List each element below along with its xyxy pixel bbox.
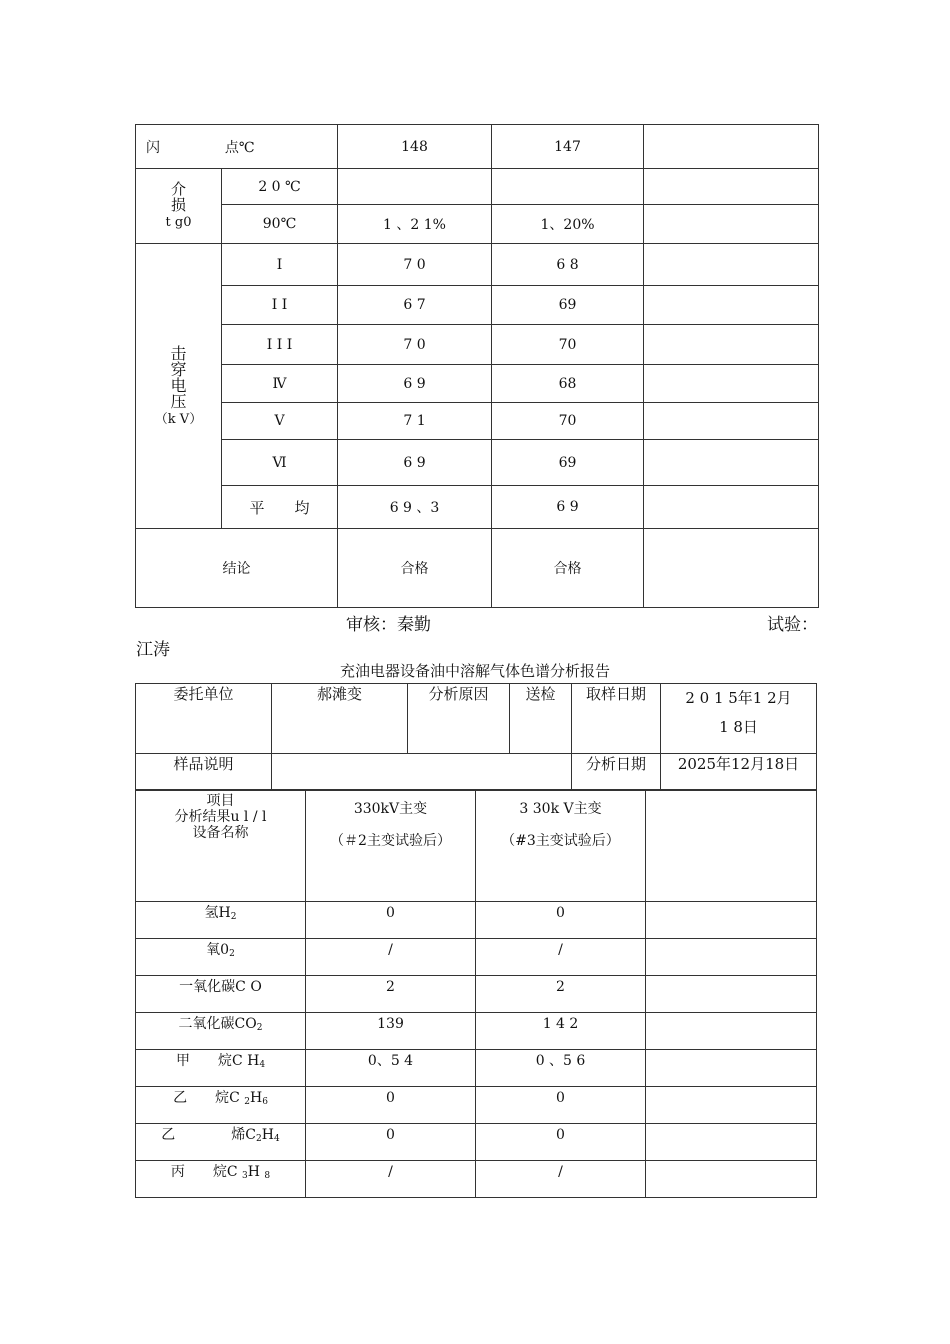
tan-delta-label-3: t g0 <box>165 214 192 230</box>
breakdown-label-1: 击 <box>170 343 187 363</box>
breakdown-label-2: 穿 <box>170 359 187 379</box>
breakdown-index: I I I <box>222 325 338 365</box>
breakdown-v3 <box>644 325 819 365</box>
gas-v2: 0 <box>476 1087 646 1124</box>
gas-name: 氢$H_2$ <box>136 902 306 939</box>
breakdown-v2: 69 <box>492 440 644 486</box>
breakdown-v1: 7 0 <box>338 244 492 286</box>
breakdown-v1: 7 0 <box>338 325 492 365</box>
reviewer-signature: 审核：秦勤 <box>346 615 431 635</box>
breakdown-v3 <box>644 286 819 325</box>
gas-name: 二氧化碳$CO_2$ <box>136 1013 306 1050</box>
gas-name: 乙 烯$C_2H_4$ <box>136 1124 306 1161</box>
breakdown-average-label: 平 均 <box>222 486 338 529</box>
device-3-header <box>646 791 817 902</box>
gas-v1: 2 <box>306 976 476 1013</box>
tan-delta-v1: 1 、2 1% <box>338 205 492 244</box>
gas-v2: / <box>476 1161 646 1198</box>
gas-v1: 0 <box>306 1124 476 1161</box>
flash-point-v1: 148 <box>338 125 492 169</box>
gas-v1: / <box>306 939 476 976</box>
report-header-table <box>135 683 817 790</box>
breakdown-v3 <box>644 244 819 286</box>
conclusion-label: 结论 <box>136 529 338 608</box>
breakdown-v2: 70 <box>492 403 644 440</box>
corner-result-unit: 分析结果u l / l <box>174 809 267 826</box>
gas-v2: / <box>476 939 646 976</box>
gas-name: 乙 烷C $_2H_6$ <box>136 1087 306 1124</box>
gas-v3 <box>646 1161 817 1198</box>
breakdown-v1: 6 9 <box>338 365 492 403</box>
corner-item: 项目 <box>206 793 235 809</box>
breakdown-average-v1: 6 9 、3 <box>338 486 492 529</box>
analysis-date-value: 2025年12月18日 <box>661 754 817 790</box>
breakdown-average-v2: 6 9 <box>492 486 644 529</box>
breakdown-index: Ⅴ <box>222 403 338 440</box>
gas-v3 <box>646 902 817 939</box>
reason-value: 送检 <box>510 684 572 754</box>
gas-v2: 2 <box>476 976 646 1013</box>
device-1-note: （＃2主变试验后） <box>330 833 451 850</box>
gas-v1: 0 <box>306 1087 476 1124</box>
sample-date-line-2: 1 8日 <box>719 717 758 736</box>
device-1-name: 330kV主变 <box>353 801 428 817</box>
tan-delta-v2 <box>492 169 644 205</box>
breakdown-index: Ⅵ <box>222 440 338 486</box>
tan-delta-v2: 1、20% <box>492 205 644 244</box>
breakdown-index: Ⅳ <box>222 365 338 403</box>
tester-label: 试验： <box>767 615 818 635</box>
breakdown-v1: 7 1 <box>338 403 492 440</box>
gas-name: 丙 烷C $_3$H $_8$ <box>136 1161 306 1198</box>
gas-v2: 1 4 2 <box>476 1013 646 1050</box>
sample-desc-label: 样品说明 <box>136 754 272 790</box>
gas-name: 甲 烷C $H_4$ <box>136 1050 306 1087</box>
corner-device-name: 设备名称 <box>192 825 249 842</box>
report-title: 充油电器设备油中溶解气体色谱分析报告 <box>339 662 610 680</box>
gas-v3 <box>646 976 817 1013</box>
tester-name: 江涛 <box>136 640 170 660</box>
flash-point-label-b: 点℃ <box>224 139 255 156</box>
device-2-note: （#3主变试验后） <box>501 833 620 850</box>
reason-label: 分析原因 <box>408 684 510 754</box>
conclusion-v3 <box>644 529 819 608</box>
device-2-header <box>476 791 646 902</box>
gas-name: 一氧化碳C O <box>136 976 306 1013</box>
tan-delta-v3 <box>644 169 819 205</box>
gas-v2: 0 <box>476 902 646 939</box>
gas-v1: 139 <box>306 1013 476 1050</box>
breakdown-label-5: （k V） <box>154 411 203 427</box>
sample-date-value <box>661 684 817 754</box>
gas-v3 <box>646 1013 817 1050</box>
breakdown-v2: 70 <box>492 325 644 365</box>
breakdown-v1: 6 9 <box>338 440 492 486</box>
tan-delta-v3 <box>644 205 819 244</box>
breakdown-v2: 68 <box>492 365 644 403</box>
breakdown-v2: 6 8 <box>492 244 644 286</box>
flash-point-label-a: 闪 <box>146 139 160 156</box>
gas-v3 <box>646 1050 817 1087</box>
gas-v1: / <box>306 1161 476 1198</box>
breakdown-v3 <box>644 365 819 403</box>
gas-v3 <box>646 1124 817 1161</box>
breakdown-label-4: 压 <box>170 391 187 411</box>
tan-delta-temp: 90℃ <box>222 205 338 244</box>
analysis-date-label: 分析日期 <box>572 754 661 790</box>
tan-delta-label-2: 损 <box>170 196 186 214</box>
oil-test-table <box>135 124 819 608</box>
breakdown-v2: 69 <box>492 286 644 325</box>
breakdown-v3 <box>644 440 819 486</box>
flash-point-v2: 147 <box>492 125 644 169</box>
device-2-name: 3 30k V主变 <box>519 801 602 817</box>
sample-date-label: 取样日期 <box>572 684 661 754</box>
tan-delta-v1 <box>338 169 492 205</box>
gas-v1: 0 <box>306 902 476 939</box>
device-1-header <box>306 791 476 902</box>
breakdown-index: I <box>222 244 338 286</box>
breakdown-index: I I <box>222 286 338 325</box>
breakdown-voltage-label <box>136 244 222 529</box>
flash-point-v3 <box>644 125 819 169</box>
gas-analysis-table <box>135 790 817 1198</box>
gas-v1: 0、5 4 <box>306 1050 476 1087</box>
gas-name: 氧$0_2$ <box>136 939 306 976</box>
breakdown-v3 <box>644 403 819 440</box>
gas-v2: 0 <box>476 1124 646 1161</box>
gas-v3 <box>646 939 817 976</box>
client-value: 郝滩变 <box>272 684 408 754</box>
breakdown-v3 <box>644 486 819 529</box>
gas-v3 <box>646 1087 817 1124</box>
sample-desc-value <box>272 754 572 790</box>
conclusion-v1: 合格 <box>338 529 492 608</box>
corner-header <box>136 791 306 902</box>
conclusion-v2: 合格 <box>492 529 644 608</box>
client-label: 委托单位 <box>136 684 272 754</box>
sample-date-line-1: 2 0 1 5年1 2月 <box>685 689 792 707</box>
tan-delta-label <box>136 169 222 244</box>
breakdown-label-3: 电 <box>170 375 187 395</box>
gas-v2: 0 、5 6 <box>476 1050 646 1087</box>
breakdown-v1: 6 7 <box>338 286 492 325</box>
tan-delta-temp: 2 0 ℃ <box>222 169 338 205</box>
flash-point-label <box>136 125 338 169</box>
tan-delta-label-1: 介 <box>170 180 186 199</box>
